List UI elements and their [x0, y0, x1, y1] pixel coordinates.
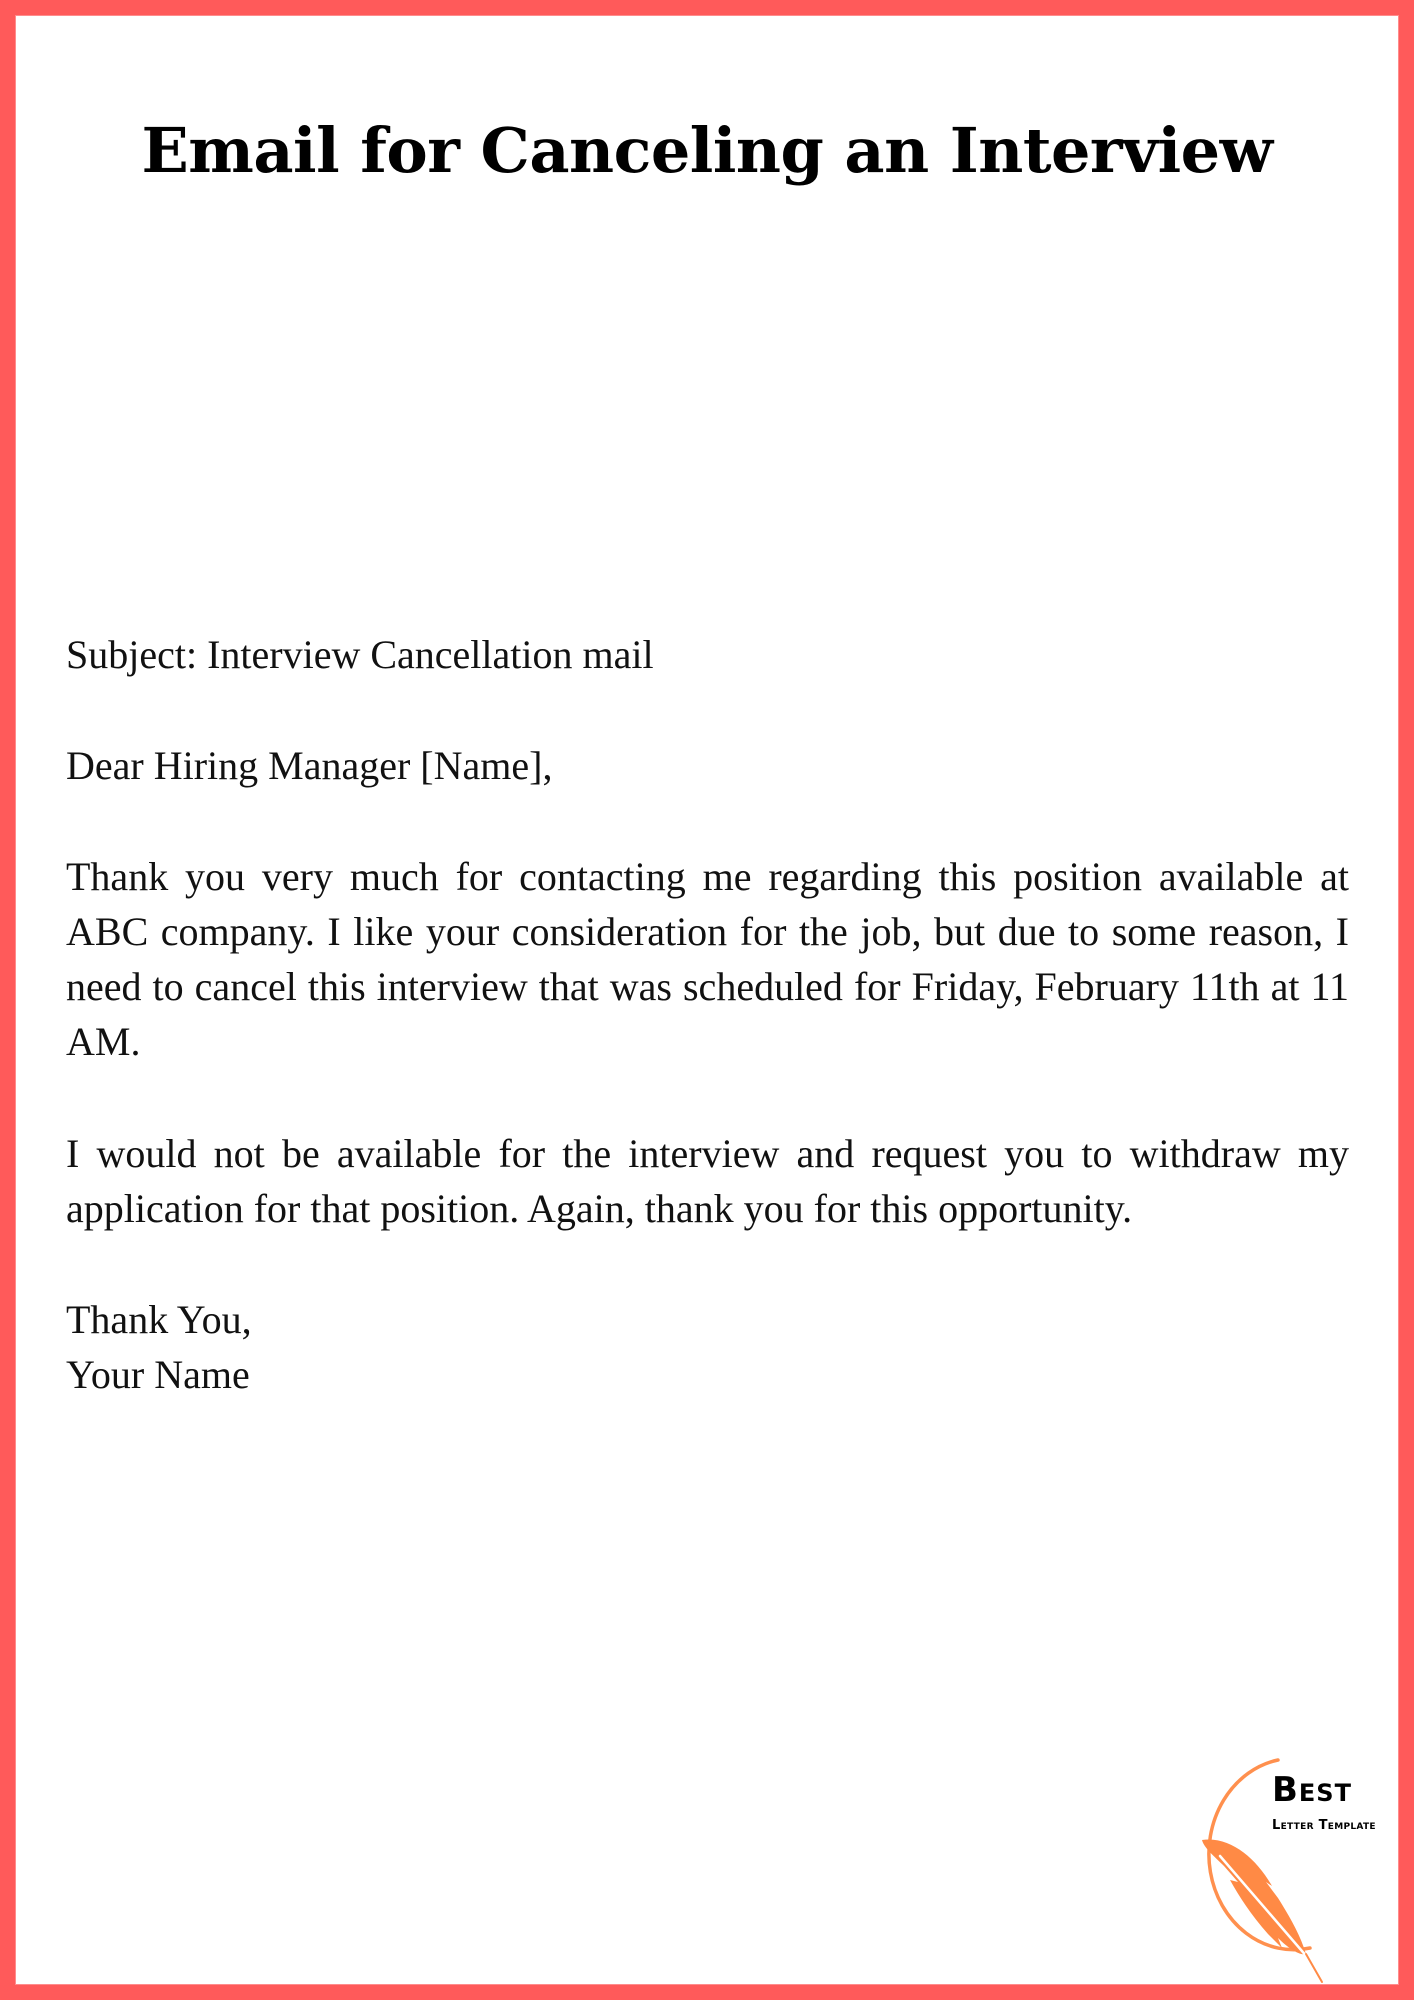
signature: Your Name [66, 1352, 250, 1397]
page-title: Email for Canceling an Interview [141, 114, 1273, 187]
salutation: Dear Hiring Manager [Name], [66, 743, 553, 788]
body-paragraph-1: Thank you very much for contacting me regarding this position available at ABC company. I like your consideration for the job, but due to some reason, I need to cancel this interview that was scheduled for Friday, February 11th at 11 AM. [66, 854, 1349, 1064]
logo-brand-name: Best [1272, 1770, 1352, 1810]
closing: Thank You, [66, 1297, 252, 1342]
body-paragraph-2: I would not be available for the interview and request you to withdraw my application for that position. Again, thank you for this opportunity. [66, 1131, 1349, 1231]
brand-logo [1160, 1748, 1410, 1988]
logo-brand-subtitle: Letter Template [1272, 1818, 1376, 1833]
email-subject: Subject: Interview Cancellation mail [66, 632, 654, 677]
